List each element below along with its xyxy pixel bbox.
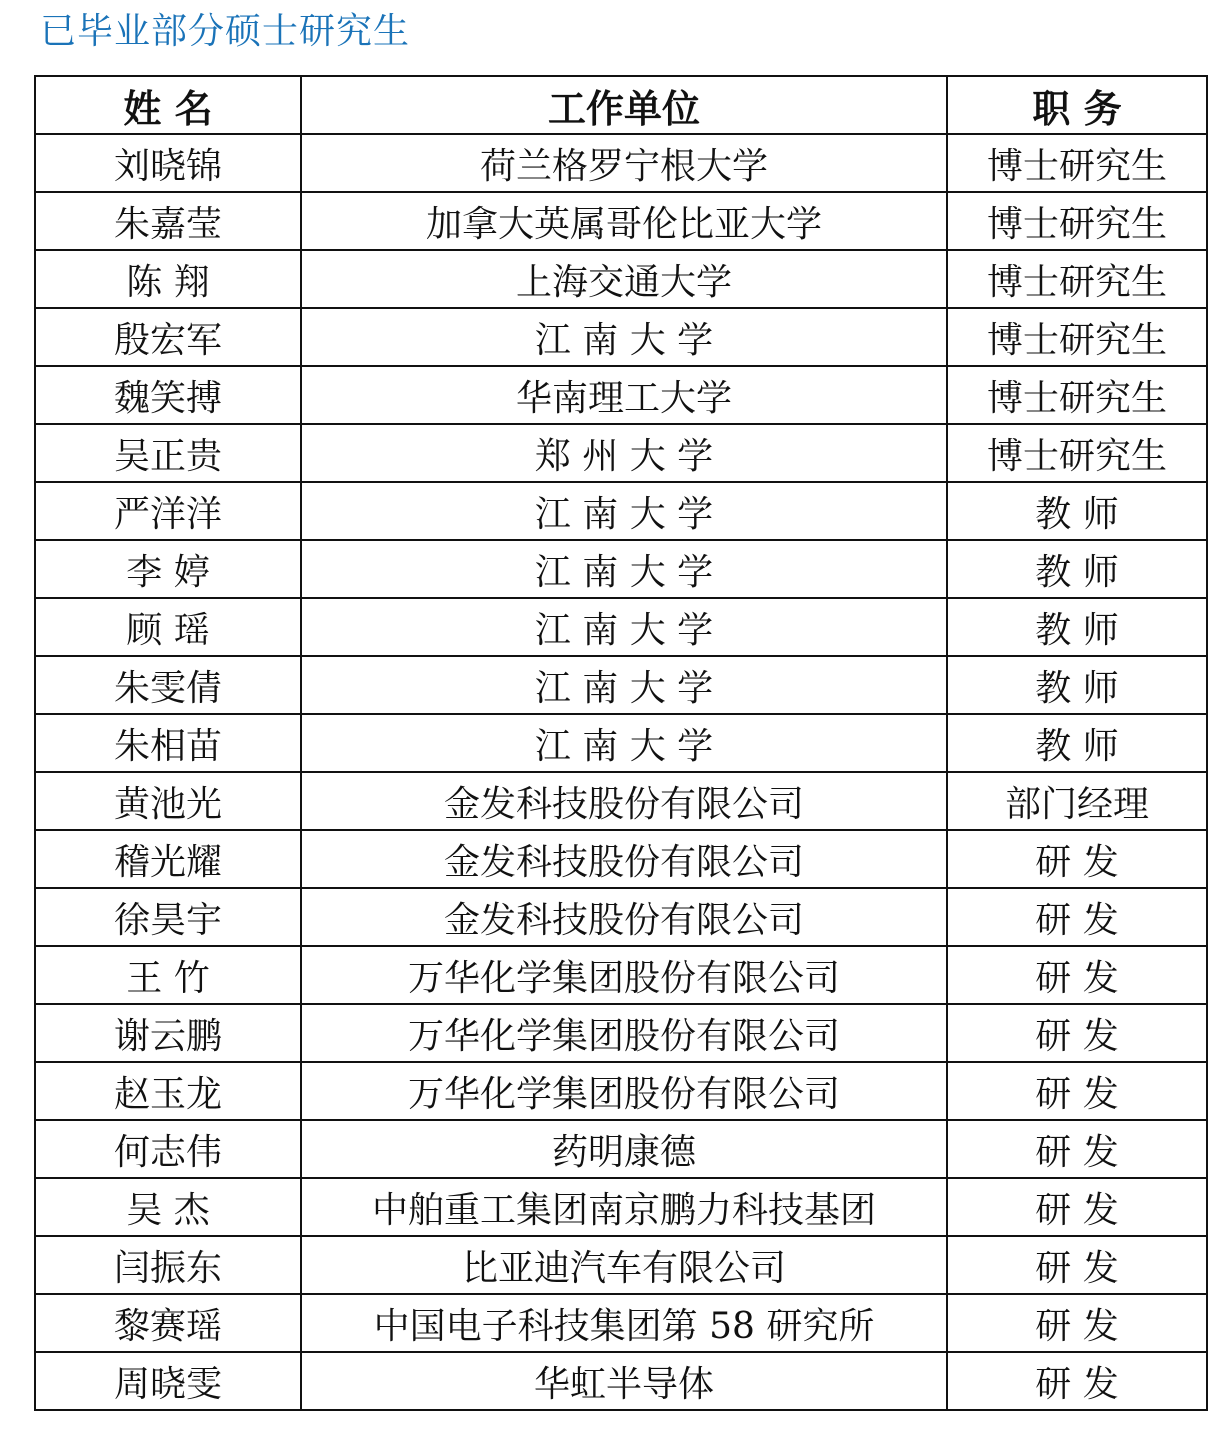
cell-name: 黎赛瑶: [35, 1294, 301, 1352]
table-row: [35, 772, 1207, 830]
cell-position: 博士研究生: [947, 134, 1207, 192]
cell-workplace: 万华化学集团股份有限公司: [301, 1062, 947, 1120]
cell-name: 稽光耀: [35, 830, 301, 888]
table-row: [35, 192, 1207, 250]
cell-position: 研 发: [947, 830, 1207, 888]
table-row: [35, 1352, 1207, 1410]
cell-position: 教 师: [947, 656, 1207, 714]
header-workplace: 工作单位: [301, 76, 947, 134]
table-row: [35, 308, 1207, 366]
cell-workplace: 江 南 大 学: [301, 482, 947, 540]
table-row: [35, 250, 1207, 308]
table-row: [35, 946, 1207, 1004]
table-row: [35, 1120, 1207, 1178]
table-row: [35, 1004, 1207, 1062]
header-position: 职 务: [947, 76, 1207, 134]
cell-workplace: 中舶重工集团南京鹏力科技基团: [301, 1178, 947, 1236]
cell-workplace: 华虹半导体: [301, 1352, 947, 1410]
cell-position: 博士研究生: [947, 424, 1207, 482]
cell-workplace: 江 南 大 学: [301, 540, 947, 598]
cell-workplace: 万华化学集团股份有限公司: [301, 1004, 947, 1062]
graduates-table: [34, 75, 1208, 1411]
table-row: [35, 366, 1207, 424]
cell-workplace: 江 南 大 学: [301, 598, 947, 656]
cell-workplace: 金发科技股份有限公司: [301, 830, 947, 888]
cell-position: 教 师: [947, 540, 1207, 598]
cell-position: 教 师: [947, 598, 1207, 656]
table-row: [35, 830, 1207, 888]
cell-name: 谢云鹏: [35, 1004, 301, 1062]
cell-workplace: 金发科技股份有限公司: [301, 772, 947, 830]
table-row: [35, 598, 1207, 656]
cell-name: 吴 杰: [35, 1178, 301, 1236]
cell-position: 研 发: [947, 888, 1207, 946]
cell-workplace: 江 南 大 学: [301, 714, 947, 772]
table-row: [35, 656, 1207, 714]
cell-name: 王 竹: [35, 946, 301, 1004]
table-row: [35, 1062, 1207, 1120]
cell-name: 黄池光: [35, 772, 301, 830]
cell-name: 刘晓锦: [35, 134, 301, 192]
cell-workplace: 金发科技股份有限公司: [301, 888, 947, 946]
cell-position: 教 师: [947, 482, 1207, 540]
cell-name: 何志伟: [35, 1120, 301, 1178]
cell-workplace: 江 南 大 学: [301, 308, 947, 366]
table-row: [35, 134, 1207, 192]
cell-position: 教 师: [947, 714, 1207, 772]
cell-position: 研 发: [947, 1236, 1207, 1294]
cell-name: 徐昊宇: [35, 888, 301, 946]
cell-position: 研 发: [947, 946, 1207, 1004]
cell-workplace: 中国电子科技集团第 58 研究所: [301, 1294, 947, 1352]
cell-position: 研 发: [947, 1178, 1207, 1236]
cell-position: 博士研究生: [947, 366, 1207, 424]
cell-name: 赵玉龙: [35, 1062, 301, 1120]
table-row: [35, 1178, 1207, 1236]
table-row: [35, 1294, 1207, 1352]
table-row: [35, 888, 1207, 946]
header-name: 姓 名: [35, 76, 301, 134]
cell-position: 博士研究生: [947, 308, 1207, 366]
table-header-row: [35, 76, 1207, 134]
cell-position: 研 发: [947, 1294, 1207, 1352]
cell-workplace: 华南理工大学: [301, 366, 947, 424]
cell-name: 严洋洋: [35, 482, 301, 540]
cell-workplace: 药明康德: [301, 1120, 947, 1178]
cell-position: 研 发: [947, 1062, 1207, 1120]
cell-position: 部门经理: [947, 772, 1207, 830]
page-title: 已毕业部分硕士研究生: [40, 11, 411, 52]
cell-name: 顾 瑶: [35, 598, 301, 656]
cell-name: 殷宏军: [35, 308, 301, 366]
cell-position: 研 发: [947, 1352, 1207, 1410]
cell-position: 研 发: [947, 1004, 1207, 1062]
cell-name: 闫振东: [35, 1236, 301, 1294]
cell-position: 博士研究生: [947, 192, 1207, 250]
cell-workplace: 加拿大英属哥伦比亚大学: [301, 192, 947, 250]
cell-position: 研 发: [947, 1120, 1207, 1178]
cell-workplace: 比亚迪汽车有限公司: [301, 1236, 947, 1294]
cell-workplace: 江 南 大 学: [301, 656, 947, 714]
cell-name: 陈 翔: [35, 250, 301, 308]
table-row: [35, 424, 1207, 482]
cell-workplace: 上海交通大学: [301, 250, 947, 308]
cell-name: 朱雯倩: [35, 656, 301, 714]
cell-position: 博士研究生: [947, 250, 1207, 308]
cell-workplace: 万华化学集团股份有限公司: [301, 946, 947, 1004]
table-row: [35, 714, 1207, 772]
cell-name: 朱嘉莹: [35, 192, 301, 250]
cell-workplace: 荷兰格罗宁根大学: [301, 134, 947, 192]
table-row: [35, 540, 1207, 598]
cell-workplace: 郑 州 大 学: [301, 424, 947, 482]
cell-name: 魏笑搏: [35, 366, 301, 424]
cell-name: 吴正贵: [35, 424, 301, 482]
table-row: [35, 482, 1207, 540]
cell-name: 朱相苗: [35, 714, 301, 772]
cell-name: 周晓雯: [35, 1352, 301, 1410]
cell-name: 李 婷: [35, 540, 301, 598]
table-row: [35, 1236, 1207, 1294]
